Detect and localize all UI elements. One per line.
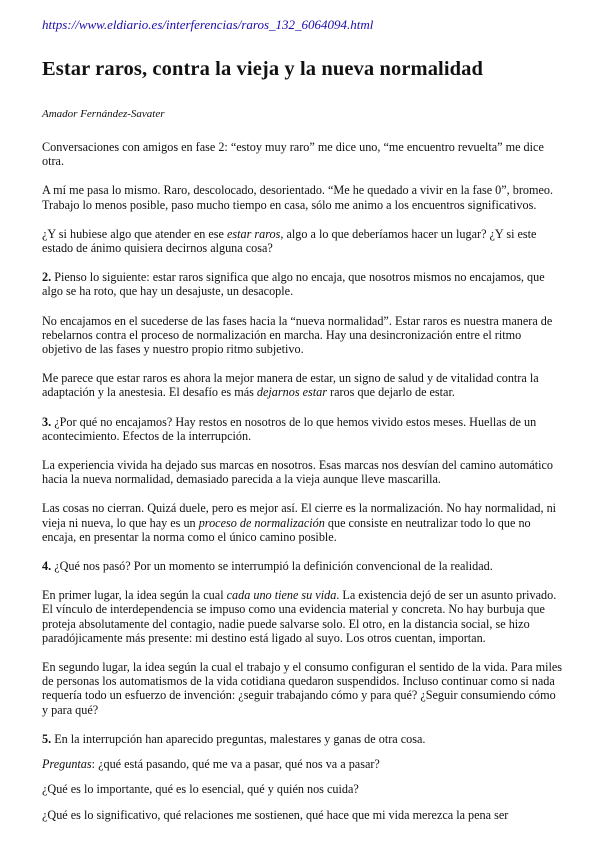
- paragraph-16: ¿Qué es lo significativo, qué relaciones me sostienen, qué hace que mi vida merezca la pena ser: [42, 807, 509, 822]
- paragraph-12: En segundo lugar, la idea según la cual el trabajo y el consumo configuran el sentido de la vida. Para miles de personas los automatismos de la vida cotidiana quedaron suspendidos. Incluso continuar como si nada requería todo un esfuerzo de invención: ¿seguir trabajando cómo y para qué? ¿Seguir consumiendo cómo y para qué?: [42, 660, 563, 717]
- emphasis: cada uno tiene su vida: [226, 588, 337, 603]
- paragraph-10: 4. ¿Qué nos pasó? Por un momento se interrumpió la definición convencional de la realidad.: [42, 559, 493, 574]
- emphasis: estar raros: [227, 226, 281, 241]
- paragraph-9: Las cosas no cierran. Quizá duele, pero es mejor así. El cierre es la normalización. No hay normalidad, ni vieja ni nueva, lo que hay es un proceso de normalización que consiste en neutralizar todo lo que no encaja, en presentar la norma como el único camino posible.: [42, 501, 557, 544]
- article-title: Estar raros, contra la vieja y la nueva normalidad: [42, 58, 483, 80]
- paragraph-13: 5. En la interrupción han aparecido preguntas, malestares y ganas de otra cosa.: [42, 731, 426, 746]
- paragraph-14: Preguntas: ¿qué está pasando, qué me va a pasar, qué nos va a pasar?: [42, 757, 380, 772]
- emphasis: dejarnos estar: [256, 385, 327, 400]
- paragraph-4: 2. Pienso lo siguiente: estar raros significa que algo no encaja, que nosotros mismos no encajamos, que algo se ha roto, que hay un desajuste, un desacople.: [42, 270, 545, 299]
- paragraph-1: Conversaciones con amigos en fase 2: “estoy muy raro” me dice uno, “me encuentro revuelta” me dice otra.: [42, 140, 544, 169]
- paragraph-2: A mí me pasa lo mismo. Raro, descolocado, desorientado. “Me he quedado a vivir en la fase 0”, bromeo. Trabajo lo menos posible, paso mucho tiempo en casa, sólo me animo a los encuentros significativos.: [42, 183, 554, 212]
- paragraph-8: La experiencia vivida ha dejado sus marcas en nosotros. Esas marcas nos desvían del camino automático hacia la nueva normalidad, demasiado parecida a la vieja aunque lleve mascarilla.: [42, 458, 554, 487]
- paragraph-15: ¿Qué es lo importante, qué es lo esencial, qué y quién nos cuida?: [42, 782, 359, 797]
- article-body: [42, 140, 564, 833]
- article-author: Amador Fernández-Savater: [42, 108, 165, 120]
- section-number: 3.: [42, 414, 52, 429]
- paragraph-5: No encajamos en el sucederse de las fases hacia la “nueva normalidad”. Estar raros es nuestra manera de rebelarnos contra el proceso de normalización en marcha. Hay una desincronización entre el ritmo objetivo de las fases y nuestro propio ritmo subjetivo.: [42, 313, 553, 357]
- paragraph-6: Me parece que estar raros es ahora la mejor manera de estar, un signo de salud y de vitalidad contra la adaptación y la anestesia. El desafío es más dejarnos estar raros que dejarlo de estar.: [42, 371, 539, 400]
- emphasis: proceso de normalización: [198, 515, 325, 530]
- paragraph-7: 3. ¿Por qué no encajamos? Hay restos en nosotros de lo que hemos vivido estos meses. Huellas de un acontecimiento. Efectos de la interrupción.: [42, 414, 537, 443]
- section-number: 2.: [42, 270, 52, 285]
- emphasis: Preguntas: [42, 757, 92, 772]
- section-number: 4.: [42, 559, 52, 574]
- source-link[interactable]: https://www.eldiario.es/interferencias/raros_132_6064094.html: [42, 17, 374, 32]
- paragraph-3: ¿Y si hubiese algo que atender en ese estar raros, algo a lo que deberíamos hacer un lugar? ¿Y si este estado de ánimo quisiera decirnos alguna cosa?: [42, 226, 537, 256]
- paragraph-11: En primer lugar, la idea según la cual cada uno tiene su vida. La existencia dejó de ser un asunto privado. El vínculo de interdependencia se impuso como una evidencia material y concreta. No hay burbuja que proteja absolutamente del contagio, nadie puede salvarse solo. El otro, en la distancia social, se hizo paradójicamente más presente: mi destino está ligado al suyo. Los otros cuentan, importan.: [42, 588, 557, 645]
- section-number: 5.: [42, 731, 52, 746]
